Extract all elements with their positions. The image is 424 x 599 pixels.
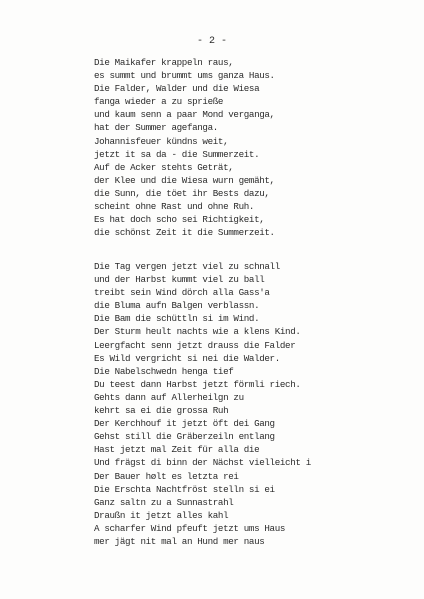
poem-line: Leergfacht senn jetzt drauss die Falder bbox=[94, 339, 296, 351]
poem-line: der Klee und die Wiesa wurn gemäht, bbox=[94, 174, 275, 186]
poem-line: Draußn it jetzt alles kahl bbox=[94, 509, 229, 521]
poem-stanza-1 bbox=[94, 56, 275, 239]
poem-line: Du teest dann Harbst jetzt förmli riech. bbox=[94, 378, 301, 390]
poem-line: Die Tag vergen jetzt viel zu schnall bbox=[94, 261, 280, 272]
poem-line: kehrt sa ei die grossa Ruh bbox=[94, 405, 229, 417]
poem-line: Ganz saltn zu a Sunnastrahl bbox=[94, 496, 234, 508]
poem-line: scheint ohne Rast und ohne Ruh. bbox=[94, 201, 255, 213]
poem-line: Und frägst di binn der Nächst vielleicht i bbox=[94, 457, 311, 469]
page-number: - 2 - bbox=[196, 36, 227, 47]
poem-line: die Sunn, die töet ihr Bests dazu, bbox=[94, 187, 270, 199]
poem-line: Der Kerchhouf it jetzt öft dei Gang bbox=[94, 418, 275, 430]
poem-line: die Bluma aufn Balgen verblassn. bbox=[94, 300, 260, 312]
poem-line: die schönst Zeit it die Summerzeit. bbox=[94, 227, 275, 239]
poem-line: und der Harbst kummt viel zu ball bbox=[94, 274, 265, 286]
poem-line: Es hat doch scho sei Richtigkeit, bbox=[94, 214, 265, 226]
poem-line: Der Bauer hølt es letzta rei bbox=[94, 470, 239, 482]
poem-line: Auf de Acker stehts Geträt, bbox=[94, 161, 234, 173]
poem-line: Die Nabelschwedn henga tief bbox=[94, 365, 234, 377]
poem-line: A scharfer Wind pfeuft jetzt ums Haus bbox=[94, 522, 286, 534]
poem-line: treibt sein Wind dörch alla Gass'a bbox=[94, 287, 270, 299]
poem-stanza-2 bbox=[94, 260, 311, 548]
poem-line: und kaum senn a paar Mond verganga, bbox=[94, 109, 275, 121]
poem-line: jetzt it sa da - die Summerzeit. bbox=[94, 148, 260, 160]
poem-line: Die Bam die schüttln si im Wind. bbox=[94, 313, 260, 325]
poem-line: Gehts dann auf Allerheilgn zu bbox=[94, 391, 244, 403]
poem-line: Johannisfeuer kündns weit, bbox=[94, 135, 229, 147]
poem-line: Es Wild vergricht si nei die Walder. bbox=[94, 352, 280, 364]
poem-line: hat der Summer agefanga. bbox=[94, 122, 218, 134]
poem-line: Die Maikafer krappeln raus, bbox=[94, 57, 234, 68]
poem-line: Die Falder, Walder und die Wiesa bbox=[94, 83, 260, 95]
poem-line: fanga wieder a zu sprieße bbox=[94, 96, 224, 108]
poem-line: mer jägt nit mal an Hund mer naus bbox=[94, 535, 265, 547]
poem-line: Der Sturm heult nachts wie a klens Kind. bbox=[94, 326, 301, 338]
poem-line: Hast jetzt mal Zeit für alla die bbox=[94, 444, 260, 456]
poem-line: es summt und brummt ums ganza Haus. bbox=[94, 70, 275, 82]
poem-line: Gehst still die Gräberzeiln entlang bbox=[94, 431, 275, 443]
poem-line: Die Erschta Nachtfröst stelln si ei bbox=[94, 483, 275, 495]
